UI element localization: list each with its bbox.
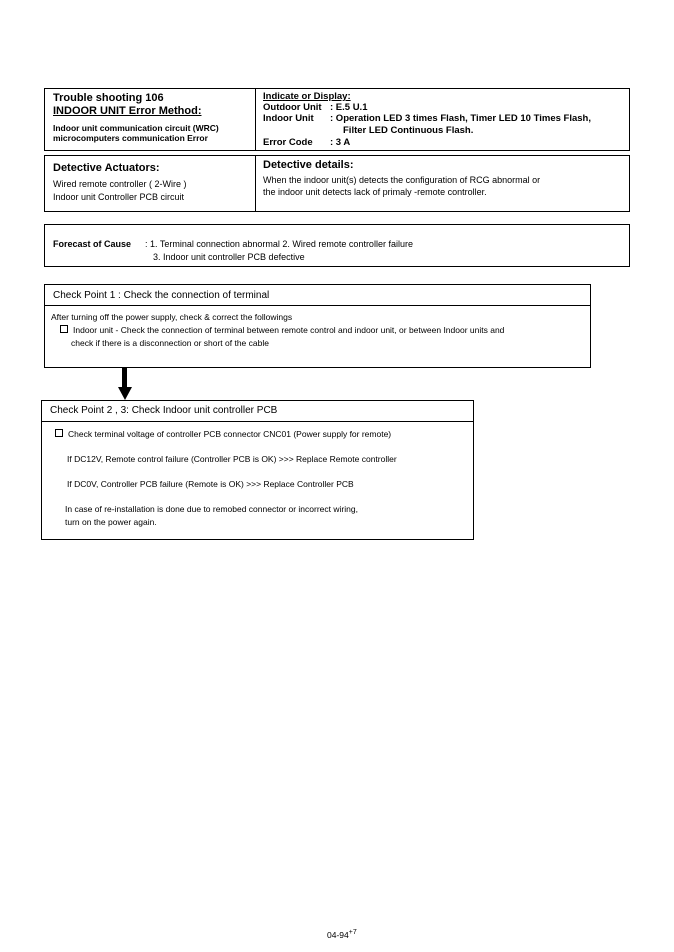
check-point-1-divider [44, 305, 591, 306]
check-point-2-item-text: Check terminal voltage of controller PCB connector CNC01 (Power supply for remote) [68, 429, 392, 439]
check-point-2-dc12: If DC12V, Remote control failure (Controller PCB is OK) >>> Replace Remote controller [67, 454, 397, 464]
forecast-label: Forecast of Cause [53, 239, 132, 249]
page-number [327, 929, 357, 940]
check-point-2-title: Check Point 2 , 3: Check Indoor unit controller PCB [50, 405, 278, 416]
actuators-divider [255, 155, 256, 212]
details-line-2: the indoor unit detects lack of primaly -remote controller. [263, 187, 487, 197]
check-point-1-intro: After turning off the power supply, check & correct the followings [51, 312, 293, 322]
actuator-item-1: Wired remote controller ( 2-Wire ) [53, 179, 187, 189]
error-desc-line-1: Indoor unit communication circuit (WRC) [53, 123, 219, 133]
details-title: Detective details: [263, 159, 354, 171]
actuator-item-2: Indoor unit Controller PCB circuit [53, 192, 185, 202]
check-point-2-note-1: In case of re-installation is done due to remobed connector or incorrect wiring, [65, 504, 358, 514]
details-line-1: When the indoor unit(s) detects the configuration of RCG abnormal or [263, 175, 541, 185]
trouble-shooting-title: Trouble shooting 106 [53, 92, 164, 104]
outdoor-unit-label: Outdoor Unit [263, 102, 322, 113]
check-point-2-item [55, 429, 391, 439]
check-point-2-note-2: turn on the power again. [65, 517, 157, 527]
check-point-1-item-line-2: check if there is a disconnection or short of the cable [71, 338, 269, 348]
check-point-2-divider [41, 421, 474, 422]
indoor-unit-value-1: : Operation LED 3 times Flash, Timer LED 10 Times Flash, [330, 113, 591, 124]
header-divider [255, 88, 256, 151]
error-code-value: : 3 A [330, 137, 351, 148]
page-number-sup: +7 [348, 929, 357, 936]
error-method-title: INDOOR UNIT Error Method: [53, 105, 202, 117]
check-point-1-title: Check Point 1 : Check the connection of terminal [53, 290, 270, 301]
forecast-line-1: : 1. Terminal connection abnormal 2. Wired remote controller failure [145, 239, 413, 249]
actuators-title: Detective Actuators: [53, 162, 160, 174]
page-number-main: 04-94 [327, 929, 349, 940]
flow-arrow-head-icon [118, 387, 132, 400]
checkbox-icon [60, 325, 68, 333]
outdoor-unit-value: : E.5 U.1 [330, 102, 368, 113]
check-point-1-item-line-1 [60, 325, 504, 335]
flow-arrow-shaft [122, 368, 127, 388]
indoor-unit-label: Indoor Unit [263, 113, 314, 124]
error-desc-line-2: microcomputers communication Error [53, 133, 208, 143]
checkbox-icon [55, 429, 63, 437]
error-code-label: Error Code [263, 137, 313, 148]
check-point-2-dc0: If DC0V, Controller PCB failure (Remote is OK) >>> Replace Controller PCB [67, 479, 354, 489]
indicate-title: Indicate or Display: [263, 91, 351, 102]
forecast-line-2: 3. Indoor unit controller PCB defective [153, 252, 305, 262]
indoor-unit-value-2: Filter LED Continuous Flash. [343, 125, 474, 136]
check-point-1-item-text: Indoor unit - Check the connection of terminal between remote control and indoor unit, or between Indoor units and [73, 325, 505, 335]
